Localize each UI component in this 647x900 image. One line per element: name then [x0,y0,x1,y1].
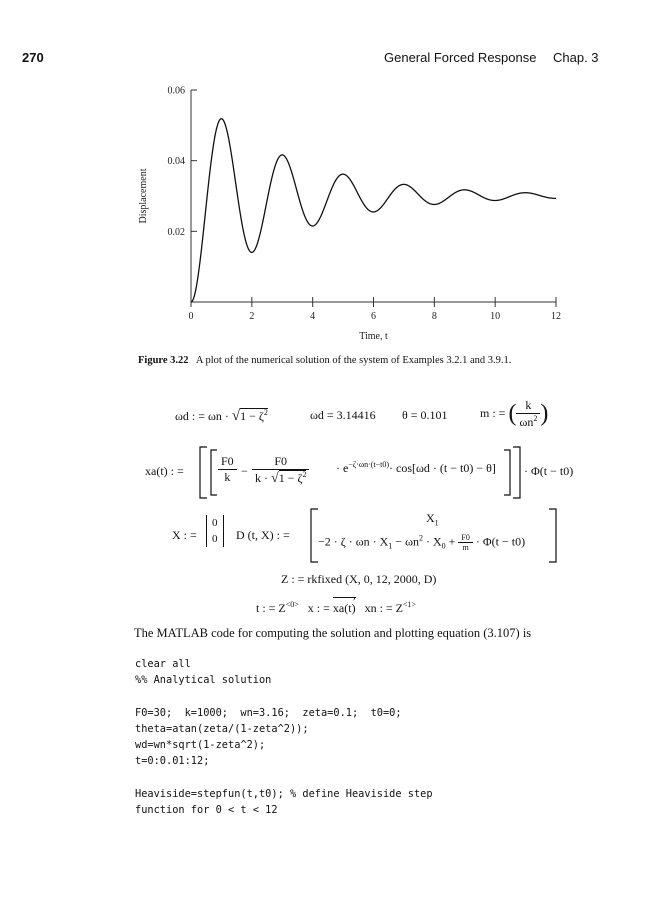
x-tick-label: 12 [551,311,561,322]
X-lhs: X : = [172,528,197,542]
x-tick-label: 8 [431,311,437,322]
D-row-1: $X_1$ [426,511,439,528]
x-tick-label: 2 [249,311,255,322]
xa-fraction-1: $\frac{F0}{k}$ [218,454,237,485]
wd-definition: ωd : = $\omega n \cdot √1 - \zeta^2$ [175,408,268,424]
rkfixed-line: Z : = rkfixed (X, 0, 12, 2000, D) [281,572,437,586]
code-line: %% Analytical solution [135,674,272,686]
D-row-2: $-2 \cdot \zeta \cdot \omega n \cdot X_1 - \omega n^2 \cdot X_0$ + $\frac{F0}{m}$ · Φ(t − t0) [318,533,526,552]
X-initial-vector: 0 0 [206,515,224,547]
theta-value: θ = 0.101 [402,408,448,422]
code-line: theta=atan(zeta/(1-zeta^2)); [135,723,309,735]
y-tick-label: 0.02 [167,226,185,238]
x-tick-label: 6 [371,311,376,322]
x-tick-label: 0 [188,311,194,322]
code-line: t=0:0.01:12; [135,755,210,767]
xa-exponential: · $e^{-\zeta\cdot\omega n\cdot(t-t0)}\cdot \cos[\omega d \cdot (t - t0) - \theta]$ [336,460,496,475]
x-tick-label: 4 [310,311,316,322]
m-definition: m : = ( $\frac{k}{\omega n^2}$ ) [480,398,549,429]
running-chapter: Chap. 3 [553,50,599,65]
code-line: Heaviside=stepfun(t,t0); % define Heaviside step [135,788,433,800]
xa-fraction-2: $\frac{F0}{k \cdot √1 - \zeta^2}$ [252,454,309,487]
y-tick-label: 0.06 [167,85,185,97]
solution-definitions: t : = $Z^{<0>}$ x : = › xa(t) xn : = $Z^{<1>}$ [256,593,417,615]
xa-lhs: xa(t) : = [145,464,184,478]
body-paragraph: The MATLAB code for computing the solution and plotting equation (3.107) is [134,626,532,640]
y-axis-label: Displacement [138,168,149,224]
running-section-title: General Forced Response [384,50,537,65]
code-line: wd=wn*sqrt(1-zeta^2); [135,739,266,751]
x-tick-label: 10 [490,311,501,322]
x-axis-label: Time, t [359,331,388,342]
figure-caption [138,355,618,366]
figure-caption-text: A plot of the numerical solution of the system of Examples 3.2.1 and 3.9.1. [195,355,512,366]
y-tick-label: 0.04 [167,156,185,168]
figure-label: Figure 3.22 [138,355,189,366]
wd-value: ωd = 3.14416 [310,408,376,422]
code-line: clear all [135,658,191,670]
code-line: F0=30; k=1000; wn=3.16; zeta=0.1; t0=0; [135,707,402,719]
code-line: function for 0 < t < 12 [135,804,278,816]
D-lhs: D (t, X) : = [236,528,290,542]
page-number: 270 [22,50,44,65]
xa-heaviside: · Φ(t − t0) [524,464,574,478]
xa-minus: − [241,464,248,478]
series-line-displacement [191,119,556,302]
displacement-chart [0,0,647,350]
